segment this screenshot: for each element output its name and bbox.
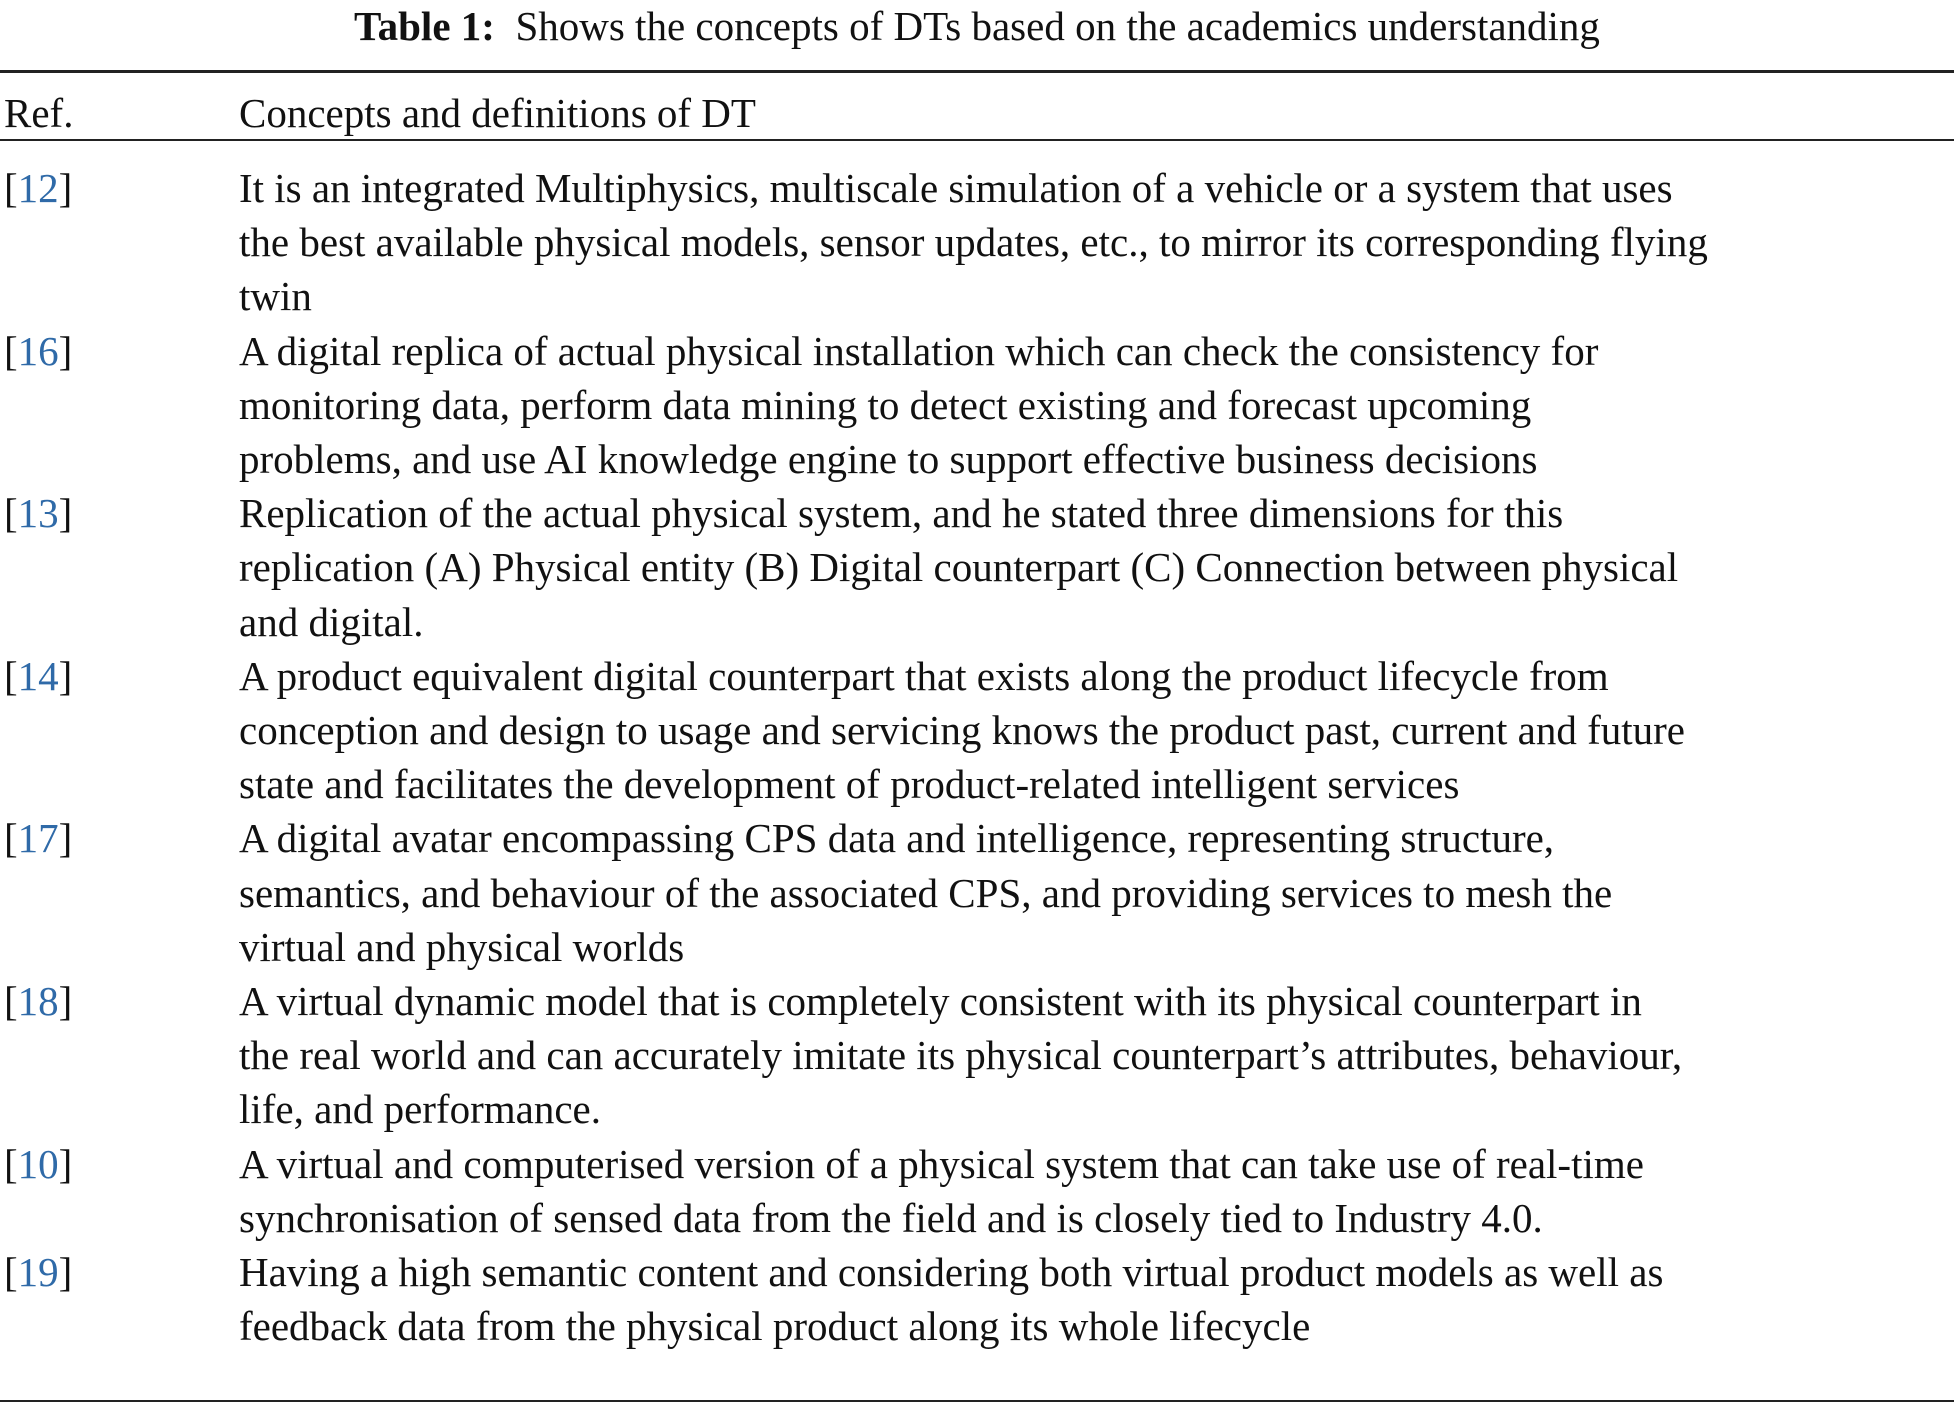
- table-row: [0, 1137, 1954, 1245]
- definition-line: feedback data from the physical product along its whole lifecycle: [239, 1303, 1311, 1350]
- table-row: [0, 811, 1954, 974]
- table-row: [0, 161, 1954, 324]
- ref-close-bracket: ]: [58, 652, 73, 699]
- ref-cell: [4, 1245, 234, 1299]
- ref-open-bracket: [: [4, 1248, 18, 1295]
- header-definition: Concepts and definitions of DT: [239, 90, 756, 136]
- reference-link[interactable]: 13: [17, 490, 59, 537]
- ref-open-bracket: [: [4, 490, 18, 537]
- definition-line: A virtual and computerised version of a physical system that can take use of real-time: [239, 1140, 1644, 1187]
- table-row: [0, 1245, 1954, 1353]
- definition-line: Replication of the actual physical system, and he stated three dimensions for this: [239, 490, 1564, 537]
- definition-line: virtual and physical worlds: [239, 923, 685, 970]
- definition-line: the best available physical models, sensor updates, etc., to mirror its corresponding flying: [239, 219, 1708, 266]
- definition-line: A product equivalent digital counterpart that exists along the product lifecycle from: [239, 652, 1609, 699]
- definition-line: state and facilitates the development of product-related intelligent services: [239, 761, 1460, 808]
- ref-close-bracket: ]: [58, 977, 73, 1024]
- ref-close-bracket: ]: [58, 165, 73, 211]
- ref-close-bracket: ]: [58, 327, 73, 374]
- table-body: [0, 161, 1954, 1353]
- table-bottom-rule: [0, 1400, 1954, 1402]
- definition-cell: [239, 974, 1951, 1137]
- table-row: [0, 486, 1954, 649]
- ref-open-bracket: [: [4, 1140, 18, 1187]
- definition-line: semantics, and behaviour of the associated CPS, and providing services to mesh the: [239, 869, 1613, 916]
- ref-close-bracket: ]: [58, 1248, 73, 1295]
- ref-open-bracket: [: [4, 815, 18, 862]
- definition-cell: [239, 324, 1951, 487]
- ref-cell: [4, 974, 234, 1028]
- table-caption-text: Shows the concepts of DTs based on the academics understanding: [515, 3, 1600, 49]
- reference-link[interactable]: 16: [17, 327, 59, 374]
- ref-cell: [4, 486, 234, 540]
- reference-link[interactable]: 10: [17, 1140, 59, 1187]
- definition-line: monitoring data, perform data mining to detect existing and forecast upcoming: [239, 381, 1532, 428]
- ref-close-bracket: ]: [58, 490, 73, 537]
- ref-cell: [4, 161, 234, 215]
- definition-line: Having a high semantic content and considering both virtual product models as well as: [239, 1248, 1664, 1295]
- reference-link[interactable]: 12: [17, 165, 59, 211]
- reference-link[interactable]: 19: [17, 1248, 59, 1295]
- definition-line: life, and performance.: [239, 1086, 601, 1133]
- table-row: [0, 649, 1954, 812]
- definition-cell: [239, 161, 1951, 324]
- ref-cell: [4, 811, 234, 865]
- reference-link[interactable]: 18: [17, 977, 59, 1024]
- definition-cell: [239, 811, 1951, 974]
- ref-close-bracket: ]: [58, 815, 73, 862]
- ref-open-bracket: [: [4, 327, 18, 374]
- table-caption: [0, 2, 1954, 50]
- reference-link[interactable]: 14: [17, 652, 59, 699]
- definition-cell: [239, 486, 1951, 649]
- ref-cell: [4, 1137, 234, 1191]
- ref-open-bracket: [: [4, 652, 18, 699]
- header-ref: Ref.: [4, 90, 74, 136]
- ref-cell: [4, 649, 234, 703]
- table-caption-label: Table 1:: [354, 3, 495, 49]
- table-row: [0, 324, 1954, 487]
- definition-line: conception and design to usage and servicing knows the product past, current and future: [239, 706, 1685, 753]
- ref-open-bracket: [: [4, 977, 18, 1024]
- definition-line: twin: [239, 273, 312, 320]
- definition-line: A virtual dynamic model that is completely consistent with its physical counterpart in: [239, 977, 1642, 1024]
- definition-line: problems, and use AI knowledge engine to support effective business decisions: [239, 435, 1538, 482]
- definition-line: A digital replica of actual physical installation which can check the consistency for: [239, 327, 1599, 374]
- definition-line: A digital avatar encompassing CPS data and intelligence, representing structure,: [239, 815, 1555, 862]
- definition-line: the real world and can accurately imitate its physical counterpart’s attributes, behaviour,: [239, 1032, 1683, 1079]
- definition-line: replication (A) Physical entity (B) Digital counterpart (C) Connection between physical: [239, 544, 1679, 591]
- definition-cell: [239, 1137, 1951, 1245]
- definition-cell: [239, 1245, 1951, 1353]
- definition-line: It is an integrated Multiphysics, multiscale simulation of a vehicle or a system that uses: [239, 165, 1673, 211]
- definition-cell: [239, 649, 1951, 812]
- table-header-rule: [0, 139, 1954, 141]
- definition-line: synchronisation of sensed data from the field and is closely tied to Industry 4.0.: [239, 1194, 1543, 1241]
- ref-close-bracket: ]: [58, 1140, 73, 1187]
- table-row: [0, 974, 1954, 1137]
- ref-cell: [4, 324, 234, 378]
- definition-line: and digital.: [239, 598, 424, 645]
- reference-link[interactable]: 17: [17, 815, 59, 862]
- table-top-rule: [0, 70, 1954, 73]
- ref-open-bracket: [: [4, 165, 18, 211]
